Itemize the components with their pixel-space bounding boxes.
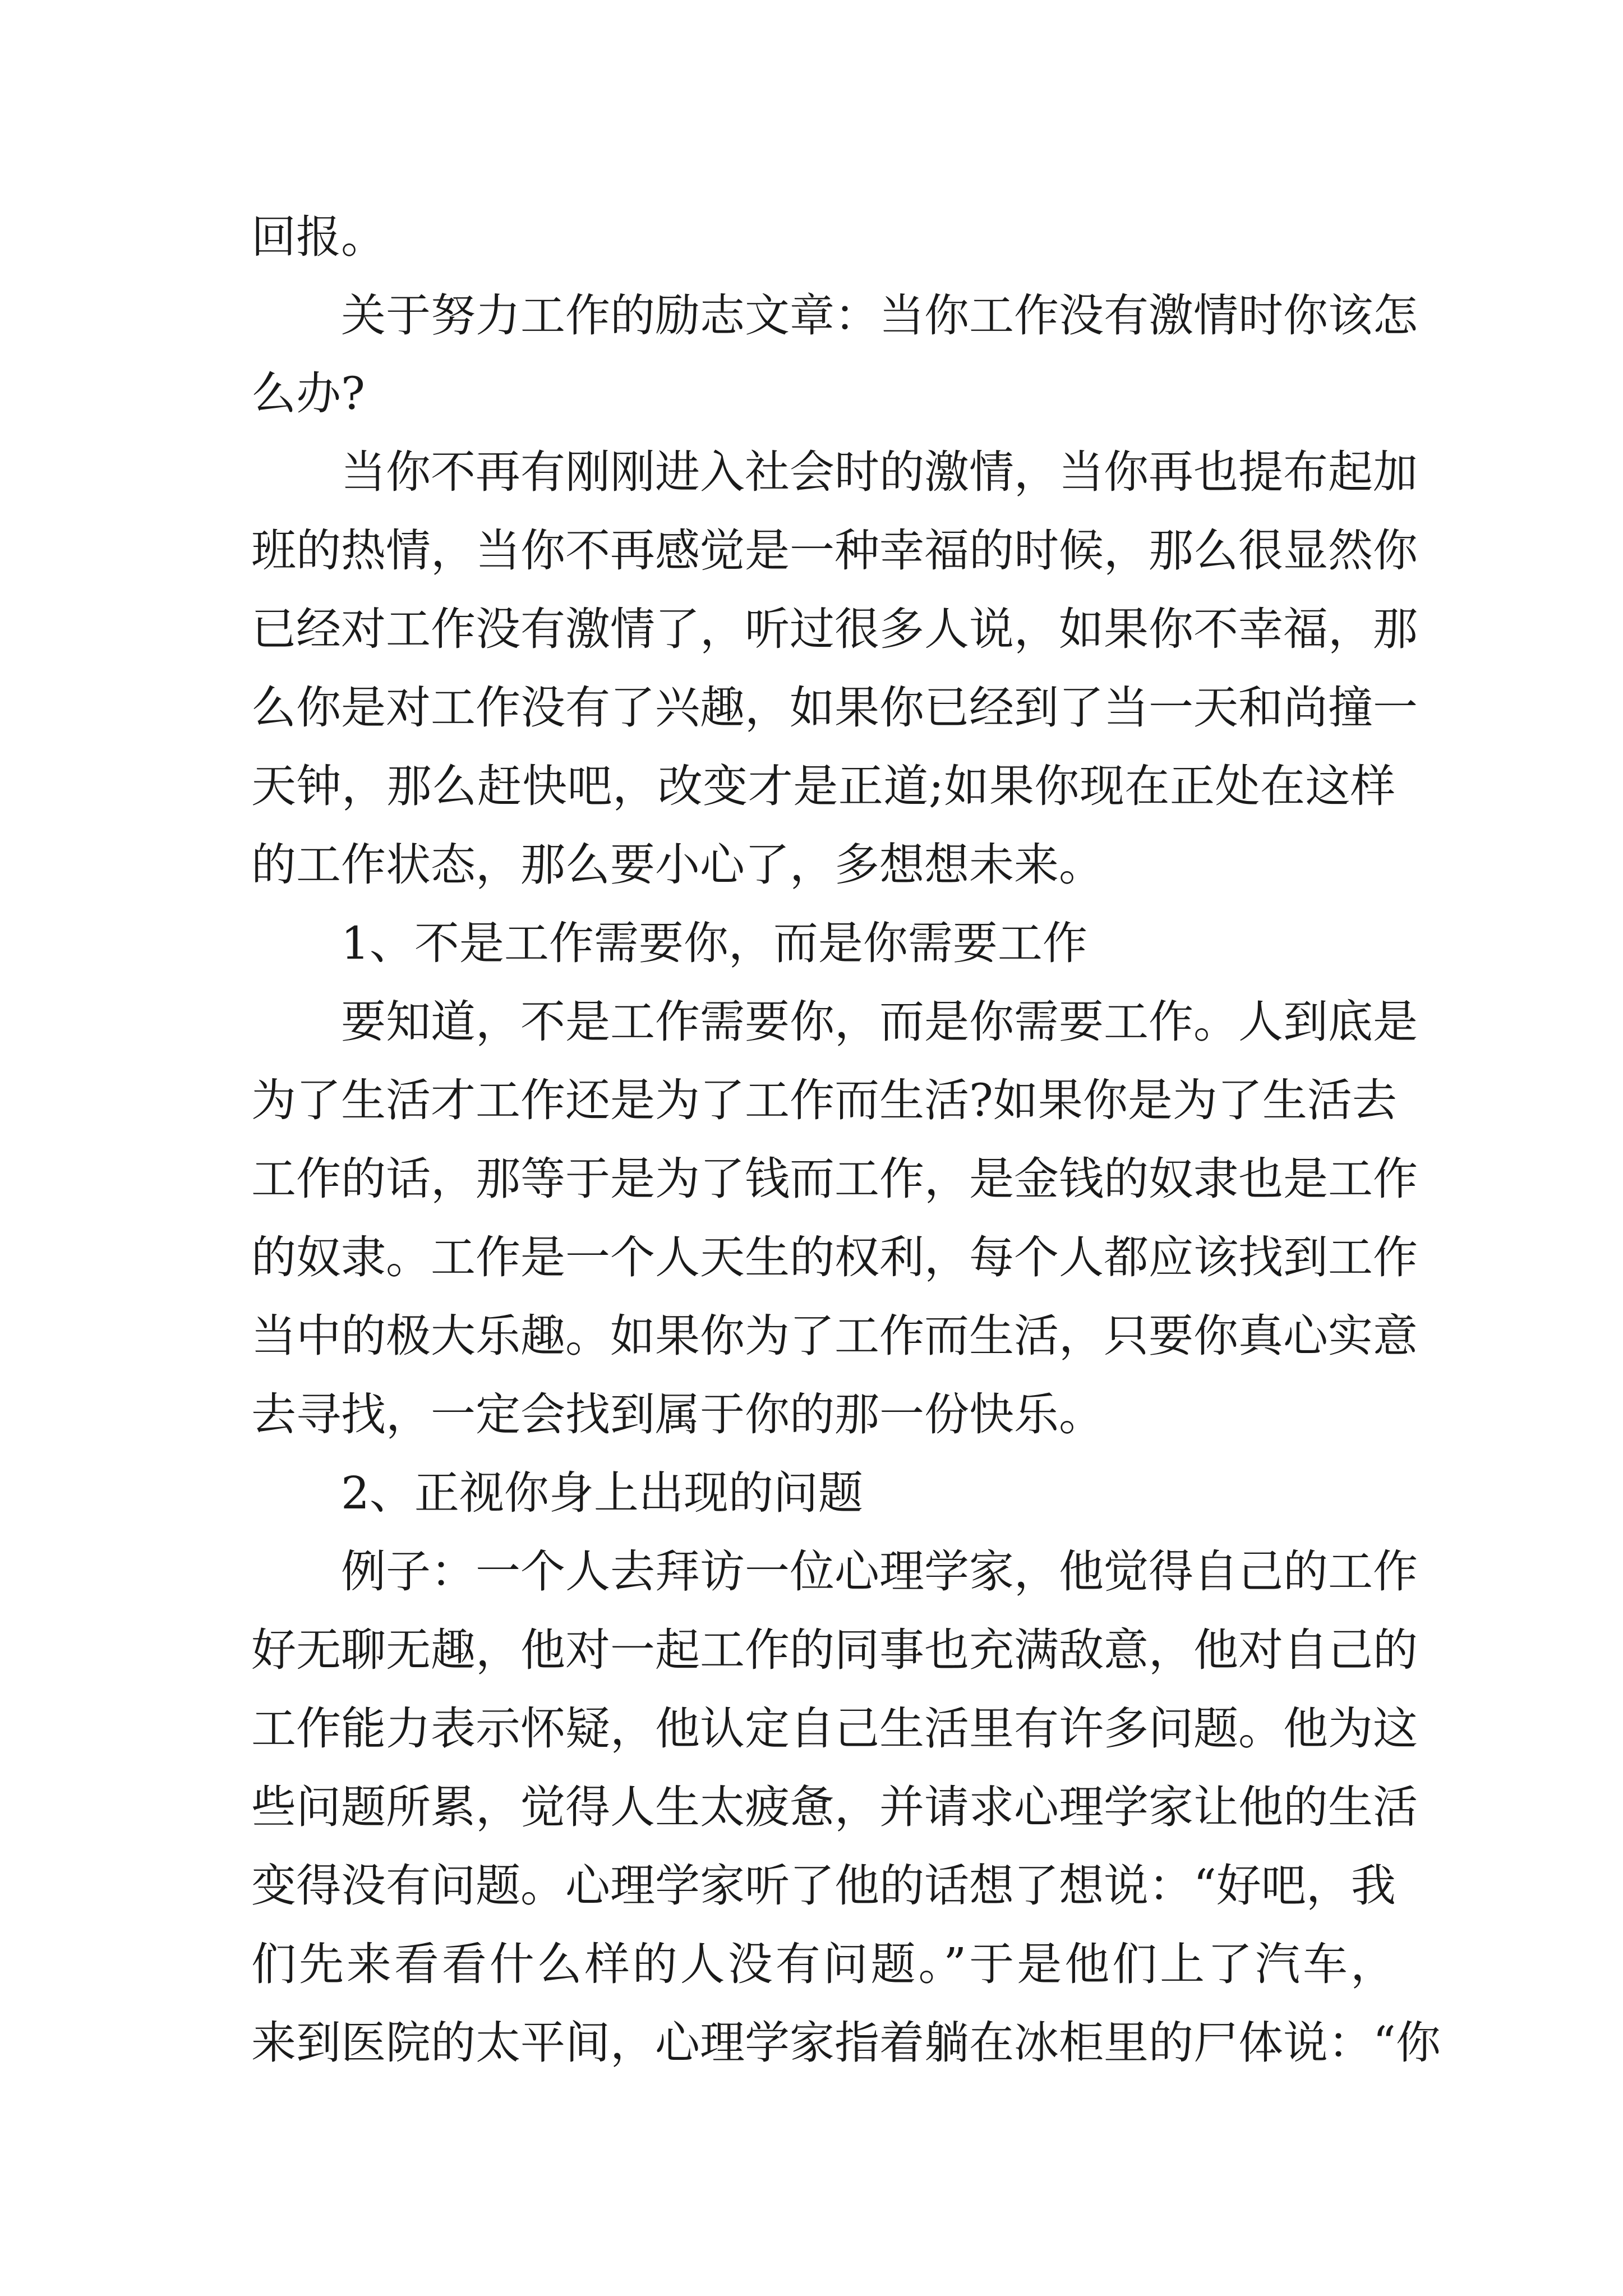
text-line: 么办? xyxy=(251,367,365,420)
text-line: 回报。 xyxy=(251,211,386,263)
text-line: 关于努力工作的励志文章：当你工作没有激情时你该怎 xyxy=(341,289,1418,342)
text-line: 们先来看看什么样的人没有问题。”于是他们上了汽车， xyxy=(251,1938,1395,1990)
text-line: 班的热情，当你不再感觉是一种幸福的时候，那么很显然你 xyxy=(251,524,1418,577)
text-line: 为了生活才工作还是为了工作而生活?如果你是为了生活去 xyxy=(251,1074,1397,1126)
text-line: 已经对工作没有激情了，听过很多人说，如果你不幸福，那 xyxy=(251,603,1418,655)
text-line: 例子：一个人去拜访一位心理学家，他觉得自己的工作 xyxy=(341,1545,1418,1598)
text-line: 些问题所累，觉得人生太疲惫，并请求心理学家让他的生活 xyxy=(251,1781,1418,1833)
text-line: 工作能力表示怀疑，他认定自己生活里有许多问题。他为这 xyxy=(251,1703,1418,1755)
text-line: 工作的话，那等于是为了钱而工作，是金钱的奴隶也是工作 xyxy=(251,1153,1418,1205)
section-heading: 1、不是工作需要你，而是你需要工作 xyxy=(341,917,1087,969)
text-line: 当你不再有刚刚进入社会时的激情，当你再也提布起加 xyxy=(341,446,1418,498)
text-line: 去寻找，一定会找到属于你的那一份快乐。 xyxy=(251,1388,1104,1441)
text-line: 的奴隶。工作是一个人天生的权利，每个人都应该找到工作 xyxy=(251,1231,1418,1283)
text-line: 要知道，不是工作需要你，而是你需要工作。人到底是 xyxy=(341,996,1418,1048)
text-line: 来到医院的太平间，心理学家指着躺在冰柜里的尸体说：“你 xyxy=(251,2017,1441,2069)
text-line: 变得没有问题。心理学家听了他的话想了想说：“好吧，我 xyxy=(251,1860,1396,1912)
text-line: 当中的极大乐趣。如果你为了工作而生活，只要你真心实意 xyxy=(251,1310,1418,1362)
section-heading: 2、正视你身上出现的问题 xyxy=(341,1467,863,1519)
text-line: 好无聊无趣，他对一起工作的同事也充满敌意，他对自己的 xyxy=(251,1624,1418,1676)
text-line: 天钟，那么赶快吧，改变才是正道;如果你现在正处在这样 xyxy=(251,760,1395,812)
text-line: 么你是对工作没有了兴趣，如果你已经到了当一天和尚撞一 xyxy=(251,682,1418,734)
text-line: 的工作状态，那么要小心了，多想想未来。 xyxy=(251,839,1104,891)
